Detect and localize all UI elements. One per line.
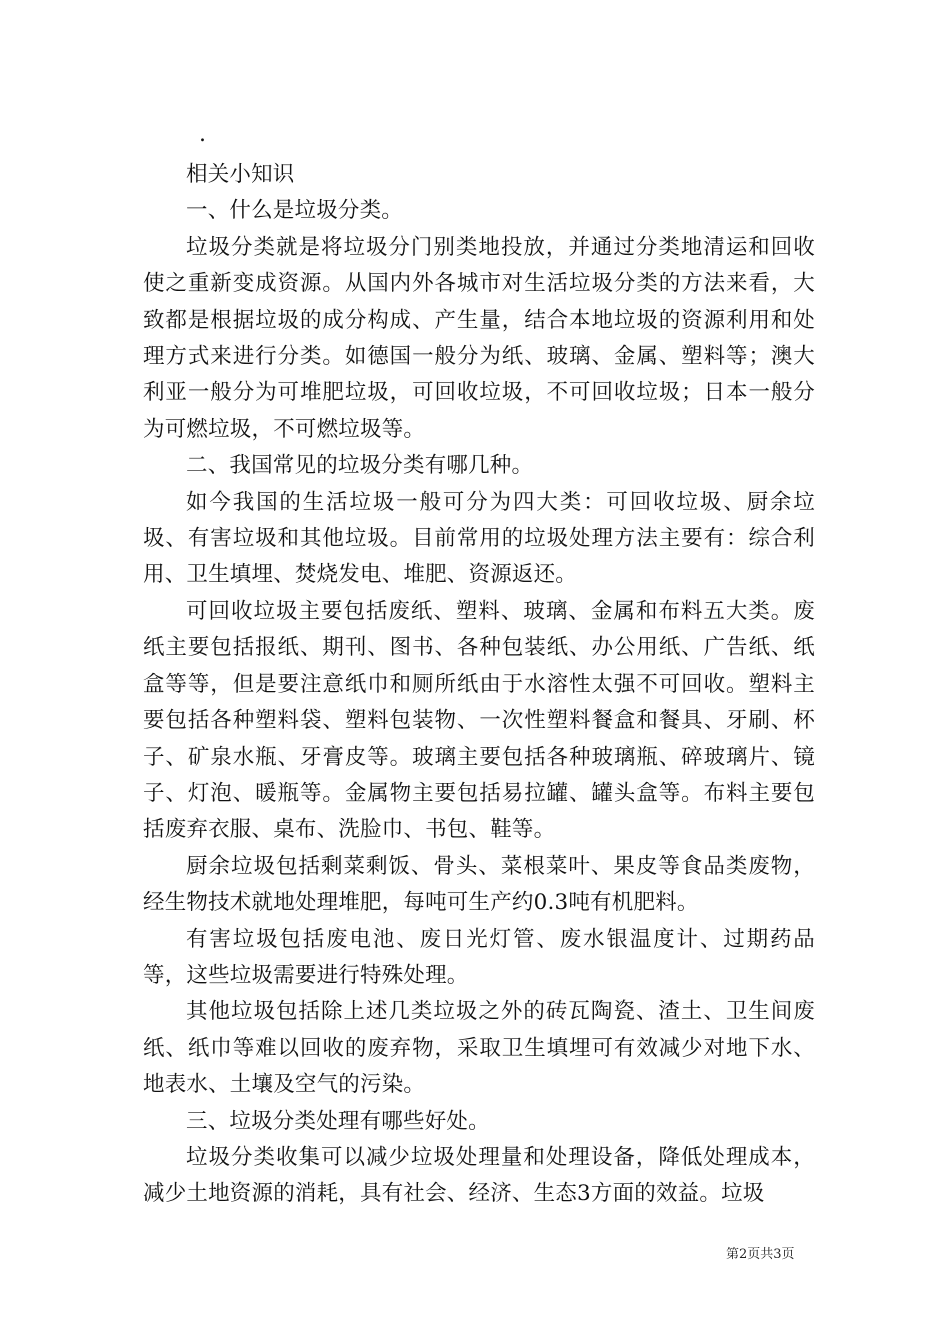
paragraph-benefits: 垃圾分类收集可以减少垃圾处理量和处理设备，降低处理成本，减少土地资源的消耗，具有社会、经济、生态3方面的效益。垃圾 bbox=[143, 1144, 815, 1207]
page-dot-marker: . bbox=[199, 122, 206, 147]
section-heading-related-knowledge: 相关小知识 bbox=[186, 162, 295, 187]
section-heading-what-is-classification: 一、什么是垃圾分类。 bbox=[186, 198, 404, 224]
paragraph-other-waste: 其他垃圾包括除上述几类垃圾之外的砖瓦陶瓷、渣土、卫生间废纸、纸巾等难以回收的废弃物，采取卫生填埋可有效减少对地下水、地表水、土壤及空气的污染。 bbox=[143, 999, 815, 1098]
paragraph-kitchen-waste: 厨余垃圾包括剩菜剩饭、骨头、菜根菜叶、果皮等食品类废物，经生物技术就地处理堆肥，每吨可生产约0.3吨有机肥料。 bbox=[143, 853, 815, 916]
section-heading-common-types: 二、我国常见的垃圾分类有哪几种。 bbox=[186, 453, 534, 479]
paragraph-recyclables: 可回收垃圾主要包括废纸、塑料、玻璃、金属和布料五大类。废纸主要包括报纸、期刊、图书、各种包装纸、办公用纸、广告纸、纸盒等等，但是要注意纸巾和厕所纸由于水溶性太强不可回收。塑料主要包括各种塑料袋、塑料包装物、一次性塑料餐盒和餐具、牙刷、杯子、矿泉水瓶、牙膏皮等。玻璃主要包括各种玻璃瓶、碎玻璃片、镜子、灯泡、暖瓶等。金属物主要包括易拉罐、罐头盒等。布料主要包括废弃衣服、桌布、洗脸巾、书包、鞋等。 bbox=[143, 598, 815, 843]
document-body bbox=[143, 157, 815, 1213]
paragraph-definition: 垃圾分类就是将垃圾分门别类地投放，并通过分类地清运和回收使之重新变成资源。从国内外各城市对生活垃圾分类的方法来看，大致都是根据垃圾的成分构成、产生量，结合本地垃圾的资源利用和处理方式来进行分类。如德国一般分为纸、玻璃、金属、塑料等；澳大利亚一般分为可堆肥垃圾，可回收垃圾，不可回收垃圾；日本一般分为可燃垃圾，不可燃垃圾等。 bbox=[143, 234, 815, 442]
paragraph-hazardous-waste: 有害垃圾包括废电池、废日光灯管、废水银温度计、过期药品等，这些垃圾需要进行特殊处理。 bbox=[143, 926, 815, 988]
paragraph-four-categories: 如今我国的生活垃圾一般可分为四大类：可回收垃圾、厨余垃圾、有害垃圾和其他垃圾。目前常用的垃圾处理方法主要有：综合利用、卫生填埋、焚烧发电、堆肥、资源返还。 bbox=[143, 489, 815, 588]
section-heading-benefits: 三、垃圾分类处理有哪些好处。 bbox=[186, 1108, 490, 1134]
page-footer-page-number: 第2页共3页 bbox=[726, 1247, 795, 1262]
